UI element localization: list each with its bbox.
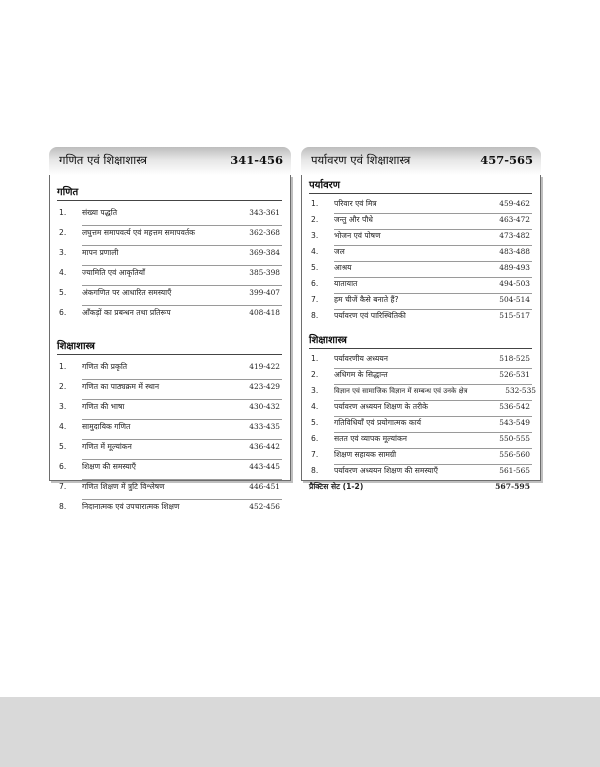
toc-entry-label: पर्यावरण अध्ययन शिक्षण की समस्याएँ	[334, 466, 438, 475]
section-title: पर्यावरण एवं शिक्षाशास्त्र	[311, 153, 411, 167]
toc-entry-pages: 423-429	[249, 382, 280, 391]
toc-entry[interactable]: 2. अधिगम के सिद्धान्त 526-531	[302, 369, 540, 385]
toc-entry[interactable]: 2. गणित का पाठ्यक्रम में स्थान 423-429	[50, 380, 290, 400]
toc-entry-pages: 433-435	[249, 422, 280, 431]
toc-entry-pages: 473-482	[499, 231, 530, 240]
toc-entry-label: पर्यावरणीय अध्ययन	[334, 354, 388, 363]
toc-entry[interactable]: 7. गणित शिक्षण में त्रुटि विश्लेषण 446-451	[50, 480, 290, 500]
toc-entry-pages: 452-456	[249, 502, 280, 511]
toc-entry-label: आश्रय	[334, 263, 352, 272]
practice-set-pages: 567-595	[495, 482, 530, 491]
section-page-range: 457-565	[480, 153, 533, 167]
toc-entry[interactable]: 7. शिक्षण सहायक सामग्री 556-560	[302, 449, 540, 465]
toc-entry[interactable]: 6. शिक्षण की समस्याएँ 443-445	[50, 460, 290, 480]
page-footer-band	[0, 697, 600, 767]
toc-entry-pages: 483-488	[499, 247, 530, 256]
toc-entry[interactable]: 1. संख्या पद्धति 343-361	[50, 206, 290, 226]
toc-box-math	[49, 175, 291, 511]
toc-list	[50, 360, 290, 520]
toc-entry-label: जन्तु और पौधे	[334, 215, 373, 224]
toc-entry-pages: 362-368	[249, 228, 280, 237]
toc-entry-pages: 515-517	[499, 311, 530, 320]
toc-entry-label: ज्यामिति एवं आकृतियाँ	[82, 268, 146, 277]
toc-entry-label: अंकगणित पर आधारित समस्याएँ	[82, 288, 172, 297]
toc-entry[interactable]: 3. भोजन एवं पोषण 473-482	[302, 230, 540, 246]
toc-entry-label: सामुदायिक गणित	[82, 422, 131, 431]
toc-entry-label: सतत एवं व्यापक मूल्यांकन	[334, 434, 407, 443]
subsection-heading: गणित	[57, 187, 79, 198]
toc-entry[interactable]: 8. निदानात्मक एवं उपचारात्मक शिक्षण 452-456	[50, 500, 290, 520]
toc-entry-label: परिवार एवं मित्र	[334, 199, 377, 208]
toc-entry-pages: 385-398	[249, 268, 280, 277]
toc-list	[302, 353, 540, 481]
toc-entry[interactable]: 5. आश्रय 489-493	[302, 262, 540, 278]
toc-entry[interactable]: 6. यातायात 494-503	[302, 278, 540, 294]
toc-entry-pages: 463-472	[499, 215, 530, 224]
toc-entry-pages: 536-542	[499, 402, 530, 411]
toc-entry-pages: 489-493	[499, 263, 530, 272]
toc-entry-label: जल	[334, 247, 345, 256]
toc-entry-label: लघुत्तम समापवर्त्य एवं महत्तम समापवर्तक	[82, 228, 195, 237]
toc-entry-pages: 561-565	[499, 466, 530, 475]
toc-entry-pages: 343-361	[249, 208, 280, 217]
toc-entry-pages: 526-531	[499, 370, 530, 379]
toc-entry[interactable]: 5. अंकगणित पर आधारित समस्याएँ 399-407	[50, 286, 290, 306]
subsection-heading: पर्यावरण	[309, 180, 340, 191]
toc-entry-label: गणित का पाठ्यक्रम में स्थान	[82, 382, 160, 391]
section-title: गणित एवं शिक्षाशास्त्र	[59, 153, 148, 167]
toc-entry-label: गणित की भाषा	[82, 402, 125, 411]
toc-entry-label: अधिगम के सिद्धान्त	[334, 370, 388, 379]
toc-entry-label: आँकड़ों का प्रबन्धन तथा प्रतिरूप	[82, 308, 171, 317]
toc-entry[interactable]: 6. सतत एवं व्यापक मूल्यांकन 550-555	[302, 433, 540, 449]
toc-entry-label: गणित की प्रकृति	[82, 362, 128, 371]
toc-entry-pages: 436-442	[249, 442, 280, 451]
toc-entry[interactable]: 1. परिवार एवं मित्र 459-462	[302, 198, 540, 214]
toc-entry[interactable]: 4. पर्यावरण अध्ययन शिक्षण के तरीके 536-542	[302, 401, 540, 417]
toc-entry-label: शिक्षण सहायक सामग्री	[334, 450, 397, 459]
toc-entry[interactable]: 4. सामुदायिक गणित 433-435	[50, 420, 290, 440]
toc-entry-label: निदानात्मक एवं उपचारात्मक शिक्षण	[82, 502, 180, 511]
toc-entry-label: यातायात	[334, 279, 358, 288]
toc-entry[interactable]: 3. मापन प्रणाली 369-384	[50, 246, 290, 266]
toc-list	[302, 198, 540, 326]
toc-entry[interactable]: 1. पर्यावरणीय अध्ययन 518-525	[302, 353, 540, 369]
practice-set-entry[interactable]	[302, 481, 540, 497]
subsection-heading: शिक्षाशास्त्र	[309, 335, 347, 346]
toc-entry[interactable]: 6. आँकड़ों का प्रबन्धन तथा प्रतिरूप 408-418	[50, 306, 290, 326]
section-page-range: 341-456	[230, 153, 283, 167]
toc-entry-label: गतिविधियाँ एवं प्रयोगात्मक कार्य	[334, 418, 422, 427]
toc-entry-pages: 459-462	[499, 199, 530, 208]
toc-box-environment	[301, 175, 541, 491]
toc-entry-label: संख्या पद्धति	[82, 208, 118, 217]
toc-entry-pages: 408-418	[249, 308, 280, 317]
toc-entry[interactable]: 5. गणित में मूल्यांकन 436-442	[50, 440, 290, 460]
toc-entry-label: विज्ञान एवं सामाजिक विज्ञान में सम्बन्ध एवं उनके क्षेत्र	[334, 387, 468, 395]
toc-column-math	[49, 147, 291, 511]
toc-entry[interactable]: 8. पर्यावरण अध्ययन शिक्षण की समस्याएँ 561-565	[311, 466, 530, 475]
toc-entry-label: हम चीजें कैसे बनाते हैं?	[334, 295, 399, 304]
toc-column-environment	[301, 147, 541, 491]
toc-entry-pages: 399-407	[249, 288, 280, 297]
toc-entry[interactable]: 4. जल 483-488	[302, 246, 540, 262]
toc-entry-pages: 369-384	[249, 248, 280, 257]
toc-header-math	[49, 147, 291, 175]
toc-entry[interactable]: 2. लघुत्तम समापवर्त्य एवं महत्तम समापवर्तक 362-368	[50, 226, 290, 246]
toc-entry-pages: 532-535	[505, 386, 536, 395]
toc-entry-pages: 494-503	[499, 279, 530, 288]
practice-set-label: प्रैक्टिस सेट (1-2)	[309, 482, 364, 491]
toc-entry-label: गणित शिक्षण में त्रुटि विश्लेषण	[82, 482, 165, 491]
toc-entry-pages: 419-422	[249, 362, 280, 371]
toc-entry-label: शिक्षण की समस्याएँ	[82, 462, 136, 471]
toc-entry[interactable]: 3. गणित की भाषा 430-432	[50, 400, 290, 420]
subsection-heading: शिक्षाशास्त्र	[57, 341, 95, 352]
toc-entry-pages: 550-555	[499, 434, 530, 443]
toc-entry-label: भोजन एवं पोषण	[334, 231, 381, 240]
toc-entry-pages: 504-514	[499, 295, 530, 304]
toc-entry-label: मापन प्रणाली	[82, 248, 119, 257]
toc-entry-label: गणित में मूल्यांकन	[82, 442, 132, 451]
toc-header-environment	[301, 147, 541, 175]
toc-entry-label: पर्यावरण एवं पारिस्थितिकी	[334, 311, 406, 320]
toc-entry[interactable]: 2. जन्तु और पौधे 463-472	[302, 214, 540, 230]
toc-entry-pages: 518-525	[499, 354, 530, 363]
toc-entry-pages: 446-451	[249, 482, 280, 491]
toc-list	[50, 206, 290, 326]
toc-entry-pages: 443-445	[249, 462, 280, 471]
toc-entry[interactable]: 7. हम चीजें कैसे बनाते हैं? 504-514	[302, 294, 540, 310]
toc-entry[interactable]: 8. पर्यावरण एवं पारिस्थितिकी 515-517	[311, 311, 530, 320]
toc-entry[interactable]: 3. विज्ञान एवं सामाजिक विज्ञान में सम्बन्ध एवं उनके क्षेत्र 532-535	[302, 385, 540, 401]
toc-entry-pages: 430-432	[249, 402, 280, 411]
toc-entry[interactable]: 4. ज्यामिति एवं आकृतियाँ 385-398	[50, 266, 290, 286]
toc-entry-pages: 543-549	[499, 418, 530, 427]
toc-entry[interactable]: 5. गतिविधियाँ एवं प्रयोगात्मक कार्य 543-549	[302, 417, 540, 433]
toc-entry-label: पर्यावरण अध्ययन शिक्षण के तरीके	[334, 402, 428, 411]
toc-entry[interactable]: 1. गणित की प्रकृति 419-422	[50, 360, 290, 380]
toc-entry-pages: 556-560	[499, 450, 530, 459]
